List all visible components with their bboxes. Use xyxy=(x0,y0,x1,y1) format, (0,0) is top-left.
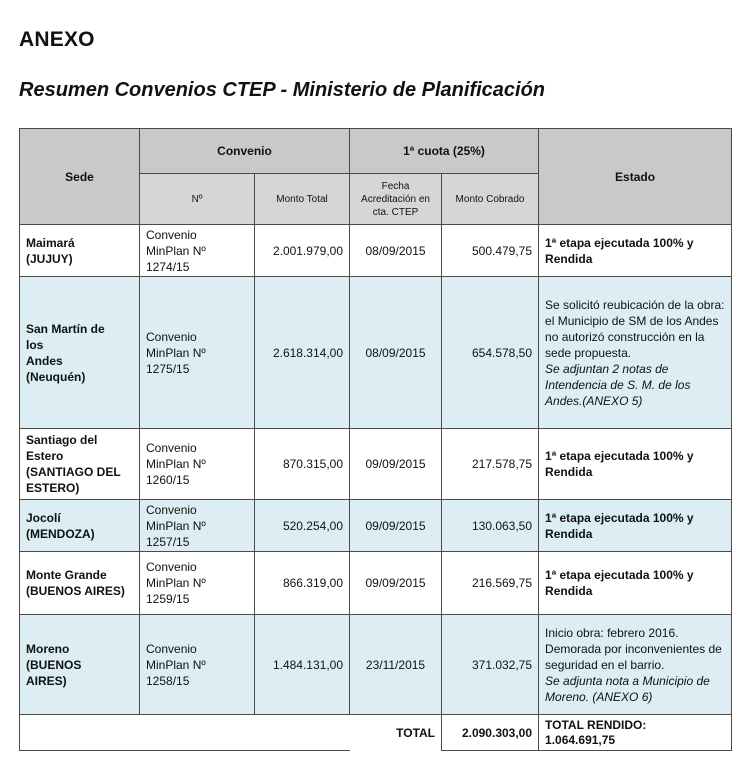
table-row xyxy=(20,500,732,552)
table-row xyxy=(20,277,732,429)
cell-monto-cobrado: 371.032,75 xyxy=(442,615,539,715)
convenio-line: 1258/15 xyxy=(146,673,190,688)
convenio-line: 1257/15 xyxy=(146,534,190,549)
estado-text: 1ª etapa ejecutada 100% y Rendida xyxy=(545,449,694,479)
cell-monto-total: 866.319,00 xyxy=(255,552,350,615)
cell-fecha: 23/11/2015 xyxy=(350,615,442,715)
cell-estado xyxy=(539,615,732,715)
convenio-line: MinPlan Nº xyxy=(146,576,206,590)
sede-line: (Neuquén) xyxy=(26,369,86,384)
convenio-line: Convenio xyxy=(146,502,197,517)
header-estado: Estado xyxy=(539,129,732,225)
table-row xyxy=(20,429,732,500)
convenio-line: Convenio xyxy=(146,560,197,574)
cell-estado xyxy=(539,225,732,277)
cell-monto-total: 520.254,00 xyxy=(255,500,350,552)
convenio-line: MinPlan Nº xyxy=(146,518,206,533)
convenio-line: MinPlan Nº xyxy=(146,457,206,471)
convenio-line: MinPlan Nº xyxy=(146,657,206,672)
sede-line: los xyxy=(26,337,44,352)
cell-monto-total: 2.001.979,00 xyxy=(255,225,350,277)
convenio-line: Convenio xyxy=(146,641,197,656)
total-blank-3 xyxy=(255,715,350,751)
total-rendido-label: TOTAL RENDIDO: xyxy=(545,717,647,732)
convenio-line: Convenio xyxy=(146,441,197,455)
cell-fecha: 09/09/2015 xyxy=(350,552,442,615)
total-value: 2.090.303,00 xyxy=(442,715,539,751)
estado-text: Se solicitó reubicación de la obra: el Municipio de SM de los Andes no autorizó construcción en la sede propuesta. xyxy=(545,297,725,360)
total-blank xyxy=(20,715,140,751)
convenio-line: Convenio xyxy=(146,329,197,344)
document-title: Resumen Convenios CTEP - Ministerio de Planificación xyxy=(19,79,546,101)
cell-monto-total: 2.618.314,00 xyxy=(255,277,350,429)
estado-text: 1ª etapa ejecutada 100% y Rendida xyxy=(545,235,694,266)
estado-text: 1ª etapa ejecutada 100% y Rendida xyxy=(545,568,694,598)
cell-convenio xyxy=(140,500,255,552)
convenio-line: 1260/15 xyxy=(146,473,190,487)
table-row xyxy=(20,552,732,615)
header-sede: Sede xyxy=(20,129,140,225)
cell-convenio xyxy=(140,277,255,429)
cell-monto-cobrado: 500.479,75 xyxy=(442,225,539,277)
sede-line: Monte Grande xyxy=(26,568,107,582)
cell-sede xyxy=(20,225,140,277)
cell-convenio xyxy=(140,615,255,715)
cell-monto-cobrado: 130.063,50 xyxy=(442,500,539,552)
header-convenio: Convenio xyxy=(140,129,350,174)
convenio-line: 1275/15 xyxy=(146,361,190,376)
total-blank-2 xyxy=(140,715,255,751)
cell-sede xyxy=(20,615,140,715)
cell-monto-total: 1.484.131,00 xyxy=(255,615,350,715)
cell-monto-cobrado: 217.578,75 xyxy=(442,429,539,500)
sede-line: Andes xyxy=(26,353,63,368)
sede-line: Estero xyxy=(26,449,64,463)
agreements-table xyxy=(19,128,732,751)
sede-line: Maimará xyxy=(26,235,75,250)
cell-estado xyxy=(539,429,732,500)
header-monto-cobrado: Monto Cobrado xyxy=(442,174,539,225)
cell-fecha: 08/09/2015 xyxy=(350,225,442,277)
header-numero: Nº xyxy=(140,174,255,225)
sede-line: AIRES) xyxy=(26,673,67,688)
sede-line: Moreno xyxy=(26,641,70,656)
estado-note: Se adjunta nota a Municipio de Moreno. (ANEXO 6) xyxy=(545,673,710,704)
table-row xyxy=(20,615,732,715)
annex-heading: ANEXO xyxy=(19,28,95,51)
sede-line: ESTERO) xyxy=(26,481,80,495)
total-rendido xyxy=(539,715,732,751)
convenio-line: 1259/15 xyxy=(146,592,190,606)
total-rendido-value: 1.064.691,75 xyxy=(545,732,616,747)
convenio-line: MinPlan Nº xyxy=(146,243,206,258)
sede-line: (MENDOZA) xyxy=(26,526,95,541)
cell-convenio xyxy=(140,429,255,500)
cell-monto-total: 870.315,00 xyxy=(255,429,350,500)
table-row xyxy=(20,225,732,277)
sede-line: (JUJUY) xyxy=(26,251,73,266)
total-label: TOTAL xyxy=(350,715,442,751)
cell-monto-cobrado: 654.578,50 xyxy=(442,277,539,429)
header-cuota: 1ª cuota (25%) xyxy=(350,129,539,174)
sede-line: San Martín de xyxy=(26,321,105,336)
estado-note: Se adjuntan 2 notas de Intendencia de S. M. de los Andes.(ANEXO 5) xyxy=(545,361,691,408)
convenio-line: Convenio xyxy=(146,227,197,242)
sede-line: Jocolí xyxy=(26,510,61,525)
cell-convenio xyxy=(140,552,255,615)
cell-sede xyxy=(20,500,140,552)
cell-fecha: 08/09/2015 xyxy=(350,277,442,429)
estado-text: 1ª etapa ejecutada 100% y Rendida xyxy=(545,510,694,541)
cell-fecha: 09/09/2015 xyxy=(350,500,442,552)
cell-convenio xyxy=(140,225,255,277)
convenio-line: 1274/15 xyxy=(146,259,190,274)
cell-monto-cobrado: 216.569,75 xyxy=(442,552,539,615)
cell-estado xyxy=(539,500,732,552)
cell-sede xyxy=(20,429,140,500)
cell-sede xyxy=(20,277,140,429)
sede-line: (SANTIAGO DEL xyxy=(26,465,121,479)
header-fecha: Fecha Acreditación en cta. CTEP xyxy=(350,174,442,225)
cell-sede xyxy=(20,552,140,615)
sede-line: Santiago del xyxy=(26,433,98,447)
cell-fecha: 09/09/2015 xyxy=(350,429,442,500)
convenio-line: MinPlan Nº xyxy=(146,345,206,360)
cell-estado xyxy=(539,552,732,615)
sede-line: (BUENOS xyxy=(26,657,82,672)
sede-line: (BUENOS AIRES) xyxy=(26,584,125,598)
header-monto-total: Monto Total xyxy=(255,174,350,225)
cell-estado xyxy=(539,277,732,429)
estado-text: Inicio obra: febrero 2016. Demorada por inconvenientes de seguridad en el barrio. xyxy=(545,625,722,672)
